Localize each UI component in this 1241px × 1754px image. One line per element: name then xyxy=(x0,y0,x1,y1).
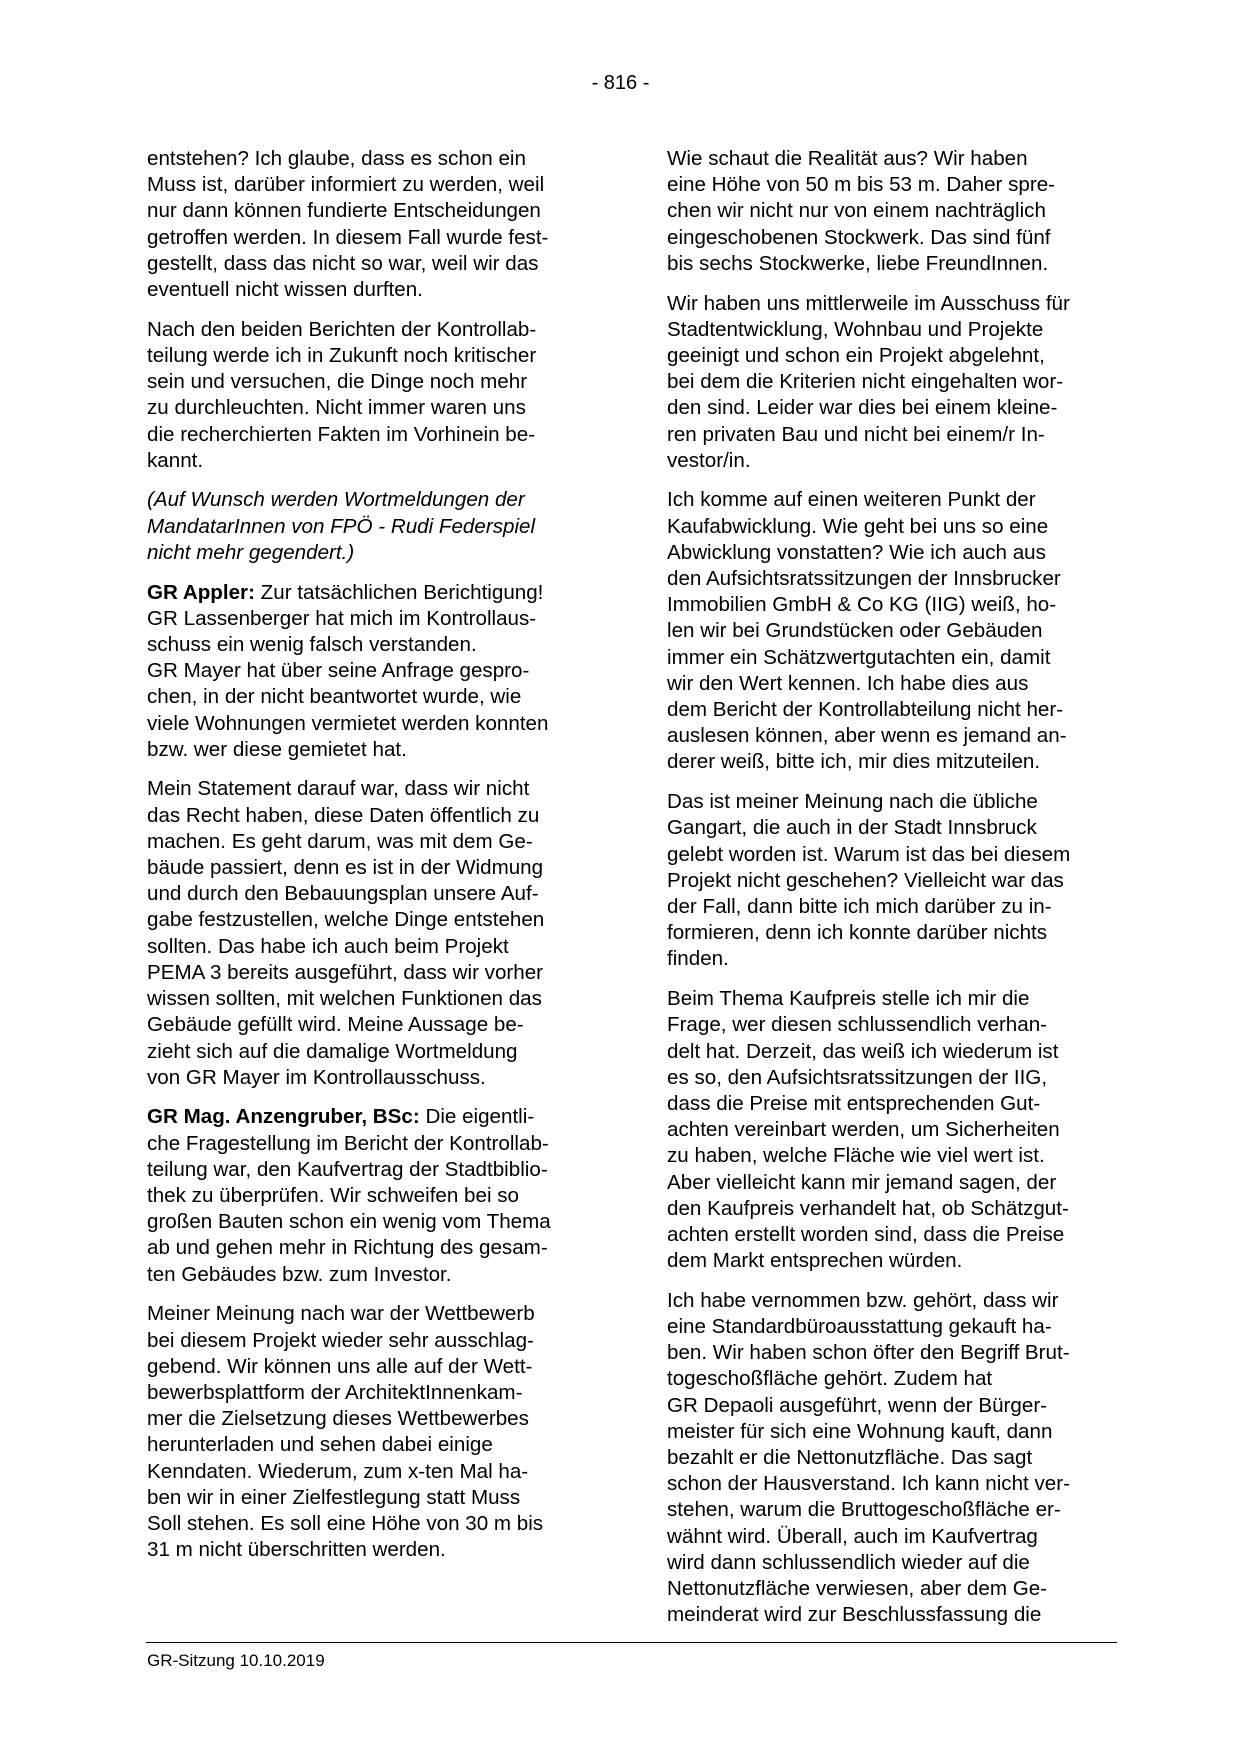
text-line: und durch den Bebauungsplan unsere Auf- xyxy=(147,882,539,906)
text-line: dass die Preise mit entsprechenden Gut- xyxy=(667,1091,1041,1115)
text-line: meinderat wird zur Beschlussfassung die xyxy=(667,1603,1042,1627)
text-line: viele Wohnungen vermietet werden konnten xyxy=(147,711,549,735)
paragraph xyxy=(667,986,1117,1274)
text-line: delt hat. Derzeit, das weiß ich wiederum ist xyxy=(667,1039,1059,1063)
text-line: zieht sich auf die damalige Wortmeldung xyxy=(147,1039,518,1063)
text-line: stehen, warum die Bruttogeschoßfläche er- xyxy=(667,1498,1061,1522)
speaker-name: GR Appler: xyxy=(147,580,255,604)
right-column xyxy=(667,146,1117,1642)
text-line: wissen sollten, mit welchen Funktionen das xyxy=(147,987,542,1011)
text-line: bzw. wer diese gemietet hat. xyxy=(147,737,407,761)
text-line: sollten. Das habe ich auch beim Projekt xyxy=(147,934,509,958)
text-line: Zur tatsächlichen Berichtigung! xyxy=(254,580,544,604)
text-line: vestor/in. xyxy=(667,448,751,472)
text-line: formieren, denn ich konnte darüber nichts xyxy=(667,921,1048,945)
paragraph xyxy=(667,487,1117,775)
text-line: Wir haben uns mittlerweile im Ausschuss für xyxy=(667,291,1070,315)
text-line: eventuell nicht wissen durften. xyxy=(147,278,423,302)
text-line: mer die Zielsetzung dieses Wettbewerbes xyxy=(147,1407,529,1431)
text-line: der Fall, dann bitte ich mich darüber zu in- xyxy=(667,894,1052,918)
text-line: (Auf Wunsch werden Wortmeldungen der xyxy=(147,488,525,512)
text-line: Soll stehen. Es soll eine Höhe von 30 m bis xyxy=(147,1511,544,1535)
text-line: GR Lassenberger hat mich im Kontrollaus- xyxy=(147,606,537,630)
text-line: Ich habe vernommen bzw. gehört, dass wir xyxy=(667,1288,1059,1312)
text-line: schon der Hausverstand. Ich kann nicht ver- xyxy=(667,1472,1070,1496)
text-line: Die eigentli- xyxy=(419,1105,535,1129)
text-line: ren privaten Bau und nicht bei einem/r In- xyxy=(667,422,1045,446)
text-line: Immobilien GmbH & Co KG (IIG) weiß, ho- xyxy=(667,593,1057,617)
text-line: sein und versuchen, die Dinge noch mehr xyxy=(147,370,528,394)
text-line: Nach den beiden Berichten der Kontrollab- xyxy=(147,317,537,341)
text-line: Kenndaten. Wiederum, zum x-ten Mal ha- xyxy=(147,1459,529,1483)
text-line: nicht mehr gegendert.) xyxy=(147,540,355,564)
text-line: die recherchierten Fakten im Vorhinein be- xyxy=(147,422,536,446)
paragraph xyxy=(667,291,1117,474)
text-line: derer weiß, bitte ich, mir dies mitzuteilen. xyxy=(667,750,1041,774)
text-line: achten erstellt worden sind, dass die Preise xyxy=(667,1222,1065,1246)
paragraph xyxy=(147,146,597,303)
text-line: eingeschobenen Stockwerk. Das sind fünf xyxy=(667,225,1051,249)
text-line: ten Gebäudes bzw. zum Investor. xyxy=(147,1262,452,1286)
text-line: großen Bauten schon ein wenig vom Thema xyxy=(147,1210,551,1234)
text-line: PEMA 3 bereits ausgeführt, dass wir vorher xyxy=(147,960,544,984)
text-line: geeinigt und schon ein Projekt abgelehnt, xyxy=(667,343,1045,367)
text-line: meister für sich eine Wohnung kauft, dann xyxy=(667,1419,1053,1443)
text-line: herunterladen und sehen dabei einige xyxy=(147,1433,493,1457)
paragraph xyxy=(147,317,597,474)
text-line: kannt. xyxy=(147,448,204,472)
text-line: nur dann können fundierte Entscheidungen xyxy=(147,199,541,223)
paragraph xyxy=(147,580,597,763)
text-line: Muss ist, darüber informiert zu werden, weil xyxy=(147,173,545,197)
text-line: Wie schaut die Realität aus? Wir haben xyxy=(667,147,1028,170)
text-line: zu durchleuchten. Nicht immer waren uns xyxy=(147,396,526,420)
text-line: getroffen werden. In diesem Fall wurde fest- xyxy=(147,225,549,249)
text-line: ab und gehen mehr in Richtung des gesam- xyxy=(147,1236,548,1260)
text-line: schuss ein wenig falsch verstanden. xyxy=(147,632,477,656)
text-line: es so, den Aufsichtsratssitzungen der IIG, xyxy=(667,1065,1048,1089)
text-line: bis sechs Stockwerke, liebe FreundInnen. xyxy=(667,251,1049,275)
text-line: auslesen können, aber wenn es jemand an- xyxy=(667,724,1067,748)
text-line: Abwicklung vonstatten? Wie ich auch aus xyxy=(667,540,1046,564)
text-line: togeschoßfläche gehört. Zudem hat xyxy=(667,1367,993,1391)
paragraph xyxy=(147,1104,597,1287)
speaker-name: GR Mag. Anzengruber, BSc: xyxy=(147,1105,420,1129)
text-line: wird dann schlussendlich wieder auf die xyxy=(667,1550,1030,1574)
text-line: bei diesem Projekt wieder sehr ausschlag- xyxy=(147,1328,534,1352)
text-line: wähnt wird. Überall, auch im Kaufvertrag xyxy=(667,1524,1038,1548)
text-line: immer ein Schätzwertgutachten ein, damit xyxy=(667,645,1051,669)
text-line: entstehen? Ich glaube, dass es schon ein xyxy=(147,147,526,170)
paragraph xyxy=(667,1288,1117,1629)
text-line: teilung werde ich in Zukunft noch kritischer xyxy=(147,343,537,367)
text-line: bewerbsplattform der ArchitektInnenkam- xyxy=(147,1380,523,1404)
text-line: MandatarInnen von FPÖ - Rudi Federspiel xyxy=(147,514,536,538)
footer-divider xyxy=(146,1642,1117,1643)
text-line: zu haben, welche Fläche wie viel wert ist. xyxy=(667,1144,1045,1168)
text-line: Beim Thema Kaufpreis stelle ich mir die xyxy=(667,987,1030,1011)
text-line: achten vereinbart werden, um Sicherheiten xyxy=(667,1118,1060,1142)
page-number: - 816 - xyxy=(591,72,650,94)
text-line: Nettonutzfläche verwiesen, aber dem Ge- xyxy=(667,1577,1048,1601)
text-line: Aber vielleicht kann mir jemand sagen, der xyxy=(667,1170,1057,1194)
text-line: 31 m nicht überschritten werden. xyxy=(147,1538,446,1562)
text-line: finden. xyxy=(667,947,729,971)
text-line: chen wir nicht nur von einem nachträglich xyxy=(667,199,1046,223)
text-line: Meiner Meinung nach war der Wettbewerb xyxy=(147,1302,535,1326)
text-line: gelebt worden ist. Warum ist das bei diesem xyxy=(667,842,1071,866)
text-line: gabe festzustellen, welche Dinge entstehen xyxy=(147,908,545,932)
text-line: den sind. Leider war dies bei einem kleine- xyxy=(667,396,1058,420)
text-line: den Kaufpreis verhandelt hat, ob Schätzgut- xyxy=(667,1196,1069,1220)
text-line: dem Markt entsprechen würden. xyxy=(667,1249,963,1273)
text-line: dem Bericht der Kontrollabteilung nicht her- xyxy=(667,698,1064,722)
text-line: len wir bei Grundstücken oder Gebäuden xyxy=(667,619,1043,643)
text-line: GR Depaoli ausgeführt, wenn der Bürger- xyxy=(667,1393,1048,1417)
text-line: eine Höhe von 50 m bis 53 m. Daher spre- xyxy=(667,173,1056,197)
text-line: bei dem die Kriterien nicht eingehalten wor- xyxy=(667,370,1064,394)
text-line: das Recht haben, diese Daten öffentlich zu xyxy=(147,803,540,827)
text-line: wir den Wert kennen. Ich habe dies aus xyxy=(667,671,1029,695)
text-line: ben wir in einer Zielfestlegung statt Muss xyxy=(147,1485,521,1509)
text-line: teilung war, den Kaufvertrag der Stadtbiblio- xyxy=(147,1157,548,1181)
footer-session-date: GR-Sitzung 10.10.2019 xyxy=(147,1651,325,1670)
text-line: che Fragestellung im Bericht der Kontrollab- xyxy=(147,1131,549,1155)
paragraph xyxy=(147,487,597,566)
text-line: eine Standardbüroausstattung gekauft ha- xyxy=(667,1315,1052,1339)
text-line: bäude passiert, denn es ist in der Widmung xyxy=(147,856,544,880)
text-line: chen, in der nicht beantwortet wurde, wie xyxy=(147,685,522,709)
left-column xyxy=(147,146,597,1577)
text-line: Frage, wer diesen schlussendlich verhan- xyxy=(667,1013,1048,1037)
text-line: von GR Mayer im Kontrollausschuss. xyxy=(147,1065,486,1089)
text-line: Kaufabwicklung. Wie geht bei uns so eine xyxy=(667,514,1049,538)
text-line: GR Mayer hat über seine Anfrage gespro- xyxy=(147,659,530,683)
text-line: bezahlt er die Nettonutzfläche. Das sagt xyxy=(667,1446,1033,1470)
paragraph xyxy=(147,1301,597,1563)
text-line: Mein Statement darauf war, dass wir nicht xyxy=(147,777,530,801)
paragraph xyxy=(667,146,1117,277)
text-line: gestellt, dass das nicht so war, weil wir das xyxy=(147,251,539,275)
text-line: Projekt nicht geschehen? Vielleicht war das xyxy=(667,868,1064,892)
text-line: Ich komme auf einen weiteren Punkt der xyxy=(667,488,1036,512)
text-line: gebend. Wir können uns alle auf der Wett- xyxy=(147,1354,533,1378)
text-line: thek zu überprüfen. Wir schweifen bei so xyxy=(147,1184,520,1208)
text-line: den Aufsichtsratssitzungen der Innsbrucker xyxy=(667,567,1061,591)
paragraph xyxy=(147,776,597,1090)
text-line: Gangart, die auch in der Stadt Innsbruck xyxy=(667,816,1037,840)
text-line: Stadtentwicklung, Wohnbau und Projekte xyxy=(667,317,1044,341)
text-line: machen. Es geht darum, was mit dem Ge- xyxy=(147,829,533,853)
text-line: Das ist meiner Meinung nach die übliche xyxy=(667,790,1038,814)
text-line: Gebäude gefüllt wird. Meine Aussage be- xyxy=(147,1013,524,1037)
paragraph xyxy=(667,789,1117,972)
text-line: ben. Wir haben schon öfter den Begriff Brut- xyxy=(667,1341,1070,1365)
